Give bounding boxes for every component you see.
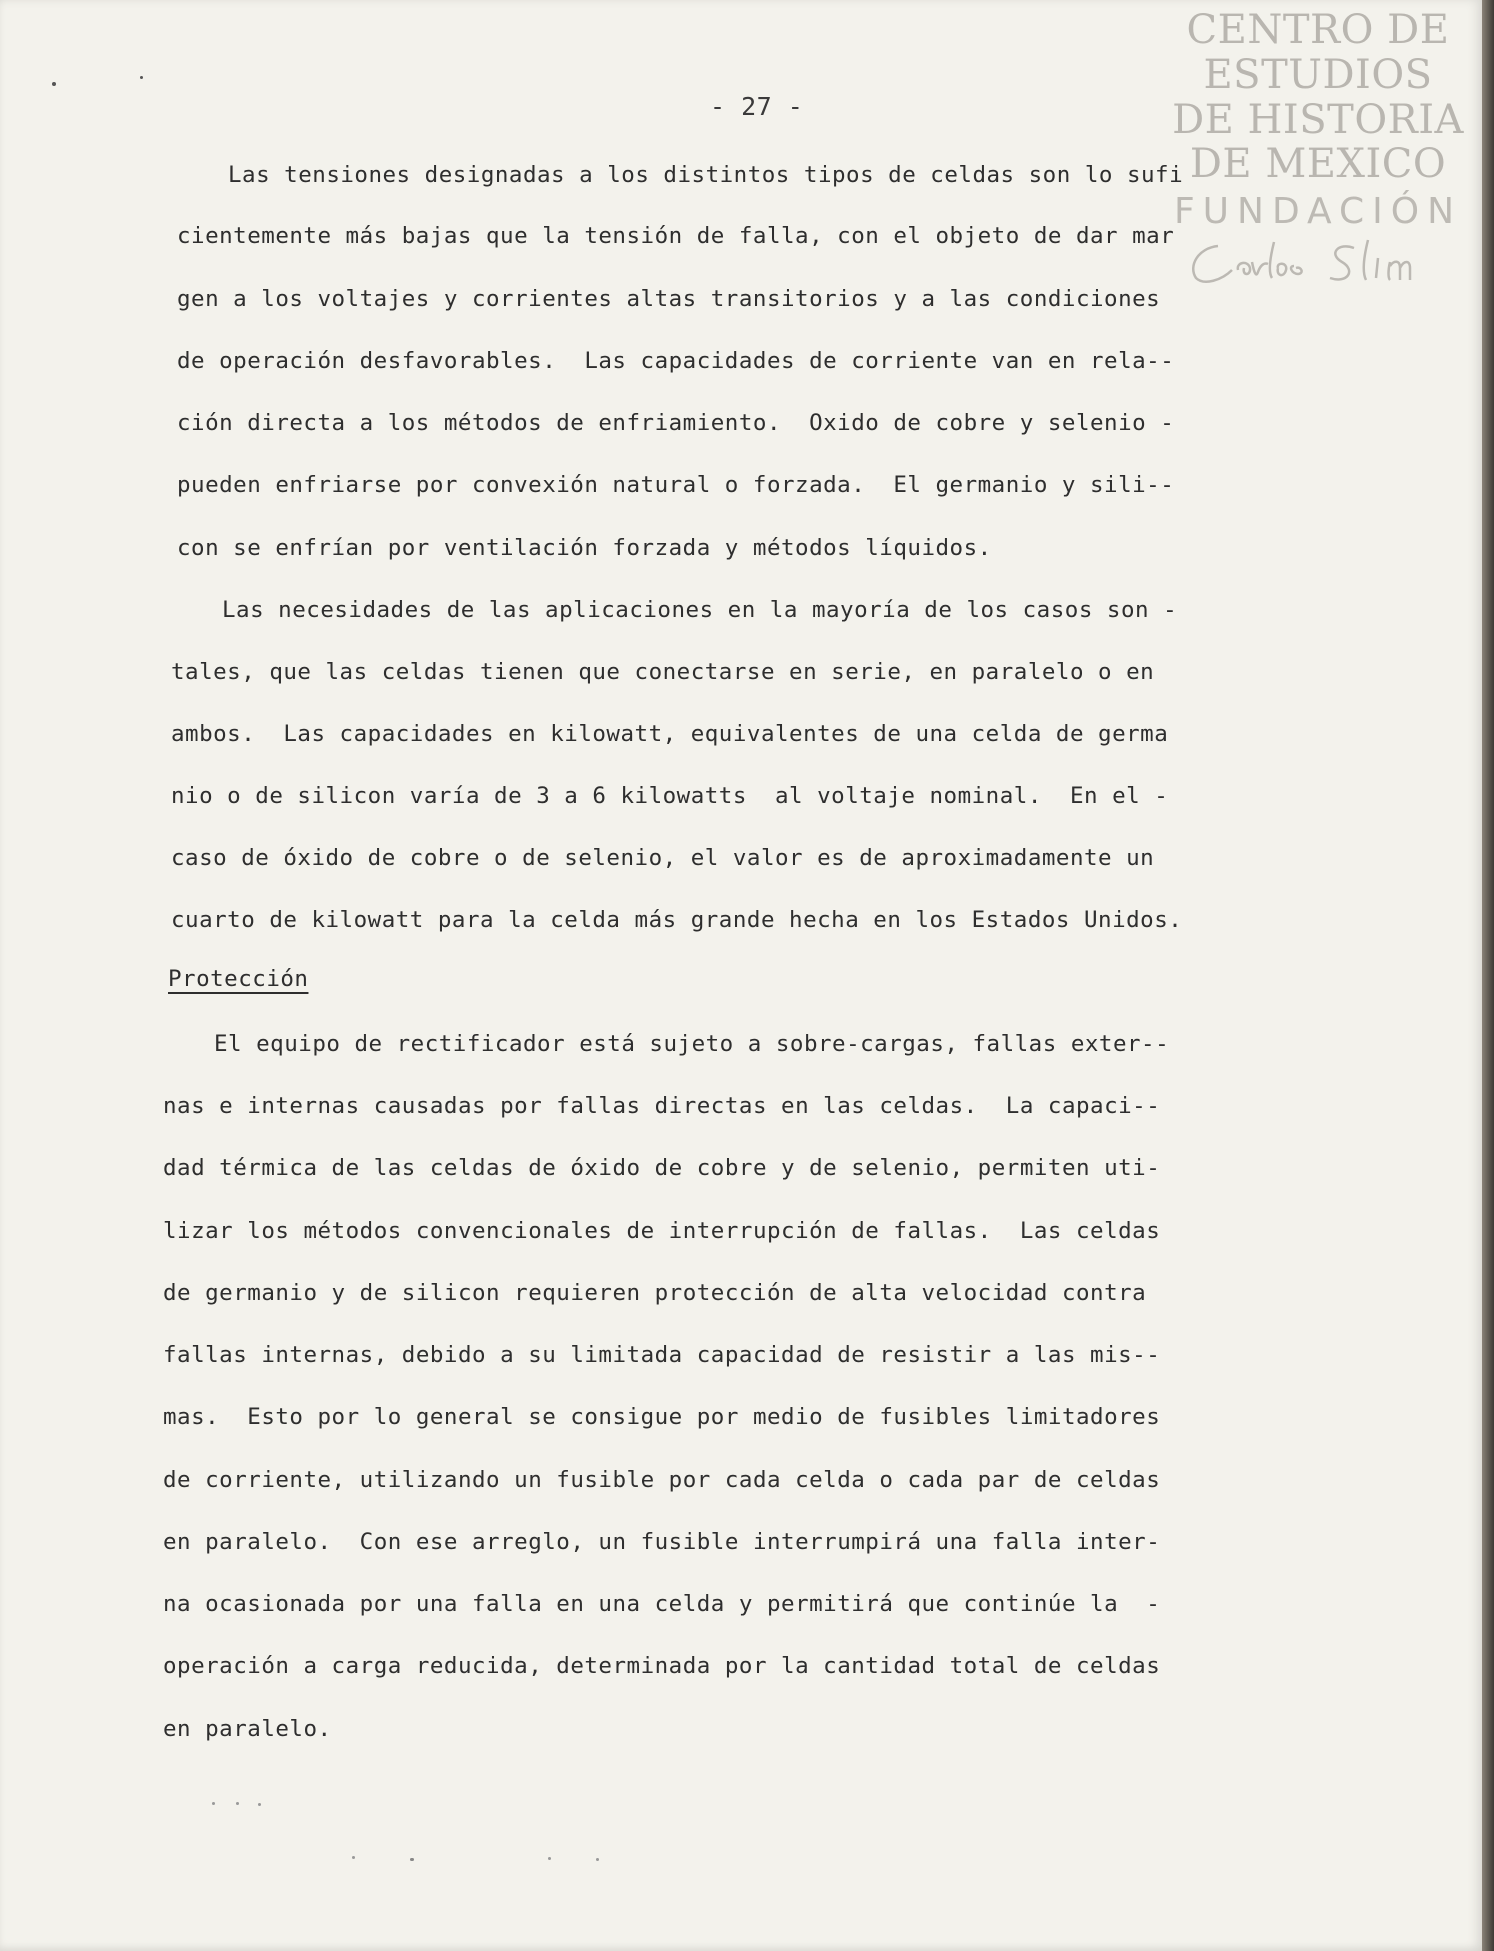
archive-watermark [1168, 8, 1468, 292]
paper-speck [212, 1802, 215, 1805]
paragraph-2-line-3: ambos. Las capacidades en kilowatt, equivalentes de una celda de germa [171, 721, 1169, 747]
paragraph-1-line-3: gen a los voltajes y corrientes altas transitorios y a las condiciones [177, 286, 1161, 312]
paragraph-3-line-8: de corriente, utilizando un fusible por cada celda o cada par de celdas [163, 1467, 1161, 1493]
paper-speck [236, 1802, 239, 1805]
paragraph-1-line-4: de operación desfavorables. Las capacidades de corriente van en rela-- [177, 348, 1175, 374]
paragraph-2-line-4: nio o de silicon varía de 3 a 6 kilowatts al voltaje nominal. En el - [171, 783, 1169, 809]
paragraph-3-line-6: fallas internas, debido a su limitada capacidad de resistir a las mis-- [163, 1342, 1161, 1368]
paper-speck [410, 1858, 414, 1861]
paragraph-3-line-7: mas. Esto por lo general se consigue por medio de fusibles limitadores [163, 1404, 1161, 1430]
page-number: - 27 - [710, 92, 804, 121]
paragraph-3-line-4: lizar los métodos convencionales de interrupción de fallas. Las celdas [163, 1218, 1161, 1244]
paragraph-2-line-6: cuarto de kilowatt para la celda más grande hecha en los Estados Unidos. [171, 907, 1183, 933]
paragraph-1-line-6: pueden enfriarse por convexión natural o forzada. El germanio y sili-- [177, 472, 1175, 498]
watermark-line-4: DE MEXICO [1189, 141, 1447, 188]
section-heading-proteccion: Protección [168, 966, 309, 992]
watermark-signature [1168, 232, 1468, 292]
watermark-line-1: CENTRO DE [1186, 7, 1450, 53]
watermark-line-3: DE HISTORIA [1172, 96, 1464, 143]
signature-icon [1178, 232, 1458, 292]
paragraph-1-line-1: Las tensiones designadas a los distintos tipos de celdas son lo sufi [228, 162, 1184, 188]
page-edge-shadow [1482, 0, 1494, 1951]
paragraph-3-line-1: El equipo de rectificador está sujeto a sobre-cargas, fallas exter-- [214, 1031, 1170, 1057]
paper-speck [258, 1803, 261, 1806]
paragraph-3-line-11: operación a carga reducida, determinada por la cantidad total de celdas [163, 1653, 1161, 1679]
paragraph-3-line-10: na ocasionada por una falla en una celda y permitirá que continúe la - [163, 1591, 1161, 1617]
paragraph-2-line-1: Las necesidades de las aplicaciones en la mayoría de los casos son - [222, 597, 1178, 623]
paper-speck [52, 82, 56, 86]
paper-speck [140, 76, 143, 79]
paragraph-1-line-5: ción directa a los métodos de enfriamiento. Oxido de cobre y selenio - [177, 410, 1175, 436]
paper-speck [596, 1858, 599, 1861]
paragraph-1-line-2: cientemente más bajas que la tensión de falla, con el objeto de dar mar [177, 223, 1175, 249]
paragraph-3-line-5: de germanio y de silicon requieren protección de alta velocidad contra [163, 1280, 1147, 1306]
paragraph-3-line-3: dad térmica de las celdas de óxido de cobre y de selenio, permiten uti- [163, 1155, 1161, 1181]
paper-speck [352, 1856, 355, 1859]
paper-speck [548, 1857, 551, 1860]
paragraph-2-line-2: tales, que las celdas tienen que conectarse en serie, en paralelo o en [171, 659, 1155, 685]
paragraph-3-line-9: en paralelo. Con ese arreglo, un fusible interrumpirá una falla inter- [163, 1529, 1161, 1555]
watermark-foundation: FUNDACIÓN [1173, 191, 1463, 233]
paragraph-2-line-5: caso de óxido de cobre o de selenio, el valor es de aproximadamente un [171, 845, 1155, 871]
paragraph-1-line-7: con se enfrían por ventilación forzada y métodos líquidos. [177, 535, 992, 561]
watermark-line-2: ESTUDIOS [1203, 51, 1433, 98]
paragraph-3-line-12: en paralelo. [163, 1716, 332, 1742]
paragraph-3-line-2: nas e internas causadas por fallas directas en las celdas. La capaci-- [163, 1093, 1161, 1119]
